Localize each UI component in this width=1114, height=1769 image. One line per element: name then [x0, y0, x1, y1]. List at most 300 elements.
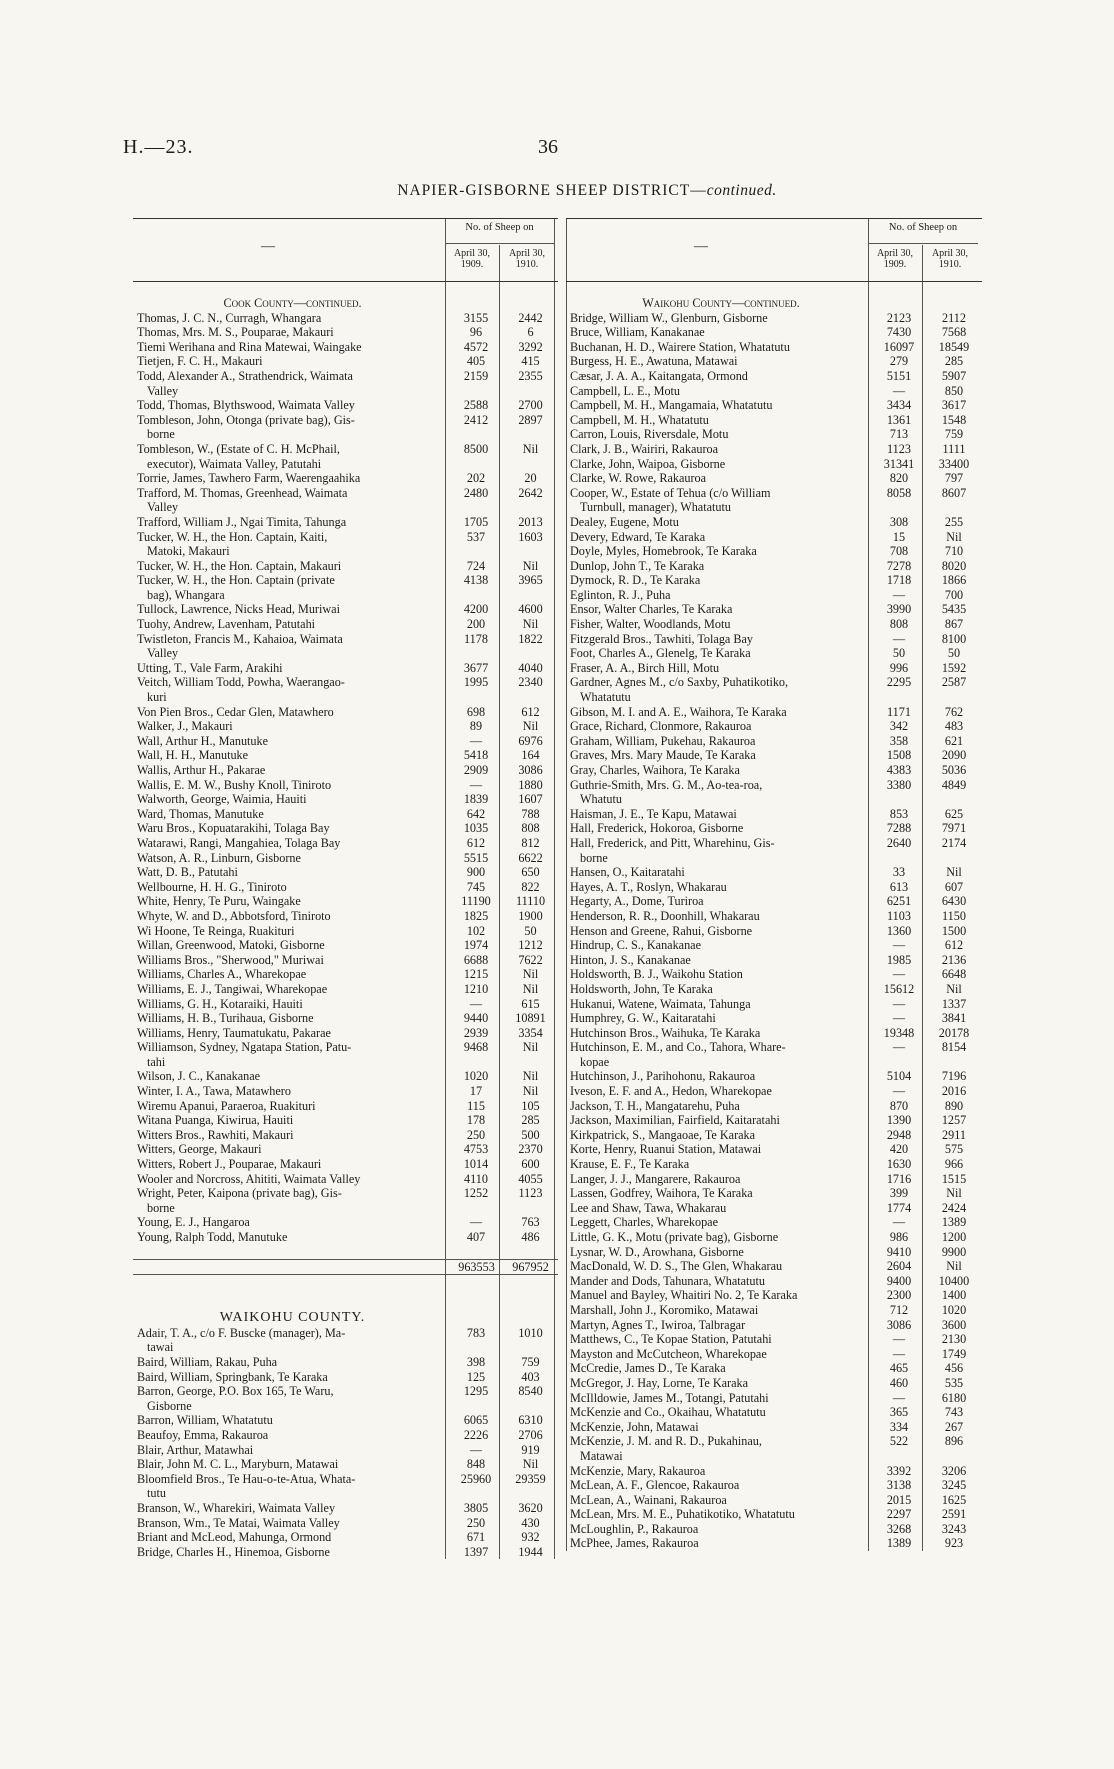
sheep-1910: 850: [944, 383, 964, 398]
table-row: [566, 384, 982, 399]
owner-name: Fitzgerald Bros., Tawhiti, Tolaga Bay: [570, 631, 753, 646]
total-1910: 967952: [512, 1259, 549, 1274]
sheep-1910: 2911: [942, 1127, 966, 1142]
table-row: [133, 924, 558, 939]
sheep-1910: 5036: [941, 763, 967, 777]
sheep-1909: [449, 1486, 503, 1501]
table-row: [133, 778, 558, 793]
sheep-1909: 1774: [886, 1200, 912, 1215]
table-row: [133, 442, 558, 457]
sheep-1910: 1592: [941, 660, 967, 675]
owner-name: Watson, A. R., Linburn, Gisborne: [137, 850, 301, 865]
owner-name: Tucker, W. H., the Hon. Captain, Makauri: [137, 558, 342, 573]
table-row: [566, 1026, 982, 1041]
sheep-1910: 743: [944, 1405, 964, 1420]
table-row: [566, 865, 982, 880]
sheep-1909: 1508: [886, 748, 912, 763]
sheep-1910: Nil: [946, 1259, 962, 1274]
sheep-1910: Nil: [946, 981, 962, 996]
sheep-1910: 1400: [941, 1288, 967, 1303]
sheep-1910: 20178: [938, 1025, 970, 1040]
table-row: [566, 1391, 982, 1406]
owner-name: Walworth, George, Waimia, Hauiti: [137, 792, 307, 807]
sheep-1909: 2909: [463, 763, 489, 777]
sheep-1910: 285: [521, 1113, 540, 1128]
table-row: [566, 1332, 982, 1347]
sheep-1909: 900: [466, 865, 486, 880]
table-row: [133, 807, 558, 822]
sheep-1910: 1010: [518, 1325, 543, 1340]
owner-name: Carron, Louis, Riversdale, Motu: [570, 427, 729, 442]
table-row: [566, 1259, 982, 1274]
table-row: [133, 500, 558, 515]
sheep-1909: [872, 500, 926, 515]
owner-name: tawai: [147, 1340, 174, 1355]
sheep-1909: 1839: [463, 792, 489, 807]
owner-name: Hutchinson, J., Parihohonu, Rakauroa: [570, 1069, 756, 1084]
table-row: [566, 471, 982, 486]
owner-name: Thomas, Mrs. M. S., Pouparae, Makauri: [137, 325, 334, 340]
sheep-1909: 9400: [886, 1273, 912, 1288]
sheep-1910: 50: [524, 923, 537, 938]
sheep-1910: 2642: [518, 485, 543, 500]
table-row: [133, 1370, 558, 1385]
sheep-1909: 8500: [463, 441, 489, 456]
table-row: [133, 457, 558, 472]
sheep-1909: 6251: [886, 894, 912, 909]
sheep-1909: 5515: [463, 850, 489, 865]
section-heading: Cook County—continued.: [223, 296, 362, 310]
sheep-1910: 483: [944, 719, 964, 734]
owner-name: Bruce, William, Kanakanae: [570, 325, 705, 340]
table-row: [133, 1069, 558, 1084]
owner-name: Haisman, J. E., Te Kapu, Matawai: [570, 806, 737, 821]
table-row: [133, 792, 558, 807]
owner-name: Matthews, C., Te Kopae Station, Patutahi: [570, 1332, 772, 1347]
table-row: [133, 1026, 558, 1041]
sheep-1909: —: [892, 1040, 906, 1055]
table-row: [133, 340, 558, 355]
sheep-1909: 19348: [883, 1025, 915, 1040]
sheep-1910: 625: [944, 806, 964, 821]
table-row: [566, 486, 982, 501]
sheep-1909: 102: [466, 923, 486, 938]
sheep-1909: 3990: [886, 602, 912, 617]
sheep-1910: 2424: [941, 1200, 967, 1215]
owner-name: Barron, George, P.O. Box 165, Te Waru,: [137, 1384, 334, 1399]
owner-name: Williams, Henry, Taumatukatu, Pakarae: [137, 1025, 331, 1040]
table-row: [133, 413, 558, 428]
report-reference: H.—23.: [123, 136, 194, 158]
owner-name: Tombleson, W., (Estate of C. H. McPhail,: [137, 441, 340, 456]
sheep-1910: 9900: [941, 1244, 967, 1259]
owner-name: Burgess, H. E., Awatuna, Matawai: [570, 354, 738, 369]
sheep-1910: 762: [944, 704, 964, 719]
owner-name: Utting, T., Vale Farm, Arakihi: [137, 660, 283, 675]
sheep-1909: 25960: [460, 1471, 492, 1486]
sheep-1909: 15: [892, 529, 906, 544]
sheep-1909: 1123: [887, 441, 911, 456]
owner-name: McLoughlin, P., Rakauroa: [570, 1521, 699, 1536]
sheep-1909: 2480: [463, 485, 489, 500]
table-row: [566, 617, 982, 632]
sheep-1909: 1718: [886, 573, 912, 588]
owner-name: Manuel and Bayley, Whaitiri No. 2, Te Karaka: [570, 1288, 798, 1303]
sheep-1910: 1212: [518, 938, 543, 953]
owner-name: Lysnar, W. D., Arowhana, Gisborne: [570, 1244, 744, 1259]
table-row: [566, 967, 982, 982]
sheep-1909: 2412: [463, 412, 489, 427]
sheep-1910: Nil: [522, 967, 539, 982]
sheep-1910: 788: [521, 806, 540, 821]
table-row: [133, 1457, 558, 1472]
sheep-1910: 3245: [941, 1478, 967, 1493]
sheep-1910: Nil: [522, 558, 539, 573]
sheep-1909: 1630: [886, 1157, 912, 1172]
table-row: [133, 427, 558, 442]
sheep-1910: Nil: [946, 1186, 962, 1201]
owner-name: Dealey, Eugene, Motu: [570, 514, 679, 529]
right-table-header: [566, 218, 982, 282]
sheep-1910: 700: [944, 587, 964, 602]
sheep-1910: 33400: [938, 456, 970, 471]
sheep-1909: [449, 1201, 503, 1216]
sheep-1909: 613: [889, 879, 909, 894]
sheep-1910: 7622: [518, 952, 543, 967]
table-row: [133, 1326, 558, 1341]
sheep-1909: —: [892, 1332, 906, 1347]
sheep-1910: Nil: [522, 1457, 539, 1472]
sheep-1910: 759: [521, 1354, 540, 1369]
table-row: [566, 602, 982, 617]
sheep-1910: 3841: [941, 1011, 967, 1026]
sheep-1909: 522: [889, 1434, 909, 1449]
owner-name: Tucker, W. H., the Hon. Captain (private: [137, 573, 335, 588]
sheep-1909: 745: [466, 879, 486, 894]
sheep-1910: [926, 1055, 982, 1070]
sheep-1910: 1257: [941, 1113, 967, 1128]
owner-name: Witana Puanga, Kiwirua, Hauiti: [137, 1113, 294, 1128]
sheep-1910: 1822: [518, 631, 543, 646]
sheep-1909: 398: [466, 1354, 486, 1369]
table-row: [566, 880, 982, 895]
owner-name: Gisborne: [147, 1398, 192, 1413]
sheep-1910: [503, 384, 558, 399]
table-row: [566, 1055, 982, 1070]
owner-name: kopae: [580, 1054, 610, 1069]
sheep-1910: Nil: [946, 865, 962, 880]
sheep-1910: 2136: [941, 952, 967, 967]
sheep-1909: 2604: [886, 1259, 912, 1274]
owner-name: Clarke, W. Rowe, Rakauroa: [570, 471, 707, 486]
owner-name: Hall, Frederick, and Pitt, Wharehinu, Gis-: [570, 835, 775, 850]
owner-name: Wilson, J. C., Kanakanae: [137, 1069, 261, 1084]
sheep-1910: 7568: [941, 325, 967, 340]
sheep-1910: 4055: [518, 1171, 543, 1186]
sheep-1909: 698: [466, 704, 486, 719]
table-row: [133, 705, 558, 720]
table-row: [133, 1128, 558, 1143]
owner-name: Buchanan, H. D., Wairere Station, Whatatutu: [570, 339, 790, 354]
sheep-1910: 3086: [518, 763, 543, 777]
owner-name: Whyte, W. and D., Abbotsford, Tiniroto: [137, 908, 331, 923]
sheep-1909: 870: [889, 1098, 909, 1113]
table-row: [566, 1449, 982, 1464]
owner-name: Holdsworth, B. J., Waikohu Station: [570, 967, 743, 982]
sheep-1910: 822: [521, 879, 540, 894]
sheep-1910: [926, 1449, 982, 1464]
sheep-1909: 986: [889, 1230, 909, 1244]
sheep-1909: 16097: [883, 339, 915, 354]
sheep-1909: 250: [466, 1127, 486, 1142]
sheep-1910: Nil: [522, 617, 539, 632]
owner-name: Branson, W., Wharekiri, Waimata Valley: [137, 1500, 336, 1515]
table-row: [566, 1420, 982, 1435]
table-row: [133, 1501, 558, 1516]
sheep-1910: 1625: [941, 1492, 967, 1507]
table-row: [133, 559, 558, 574]
sheep-1910: 285: [944, 354, 964, 369]
sheep-1910: 6180: [941, 1390, 967, 1405]
sheep-1910: 3243: [941, 1521, 967, 1536]
owner-name: Krause, E. F., Te Karaka: [570, 1157, 690, 1172]
owner-name: Mayston and McCutcheon, Wharekopae: [570, 1346, 767, 1361]
owner-name: Briant and McLeod, Mahunga, Ormond: [137, 1530, 332, 1545]
sheep-1909: 200: [466, 617, 486, 632]
sheep-1910: 812: [521, 835, 540, 850]
sheep-1910: 4849: [941, 777, 967, 792]
section-heading-waikohu: WAIKOHU COUNTY.: [219, 1311, 366, 1326]
sheep-1909: [449, 457, 503, 472]
sheep-1910: 867: [944, 617, 964, 632]
owner-name: Williamson, Sydney, Ngatapa Station, Patu-: [137, 1040, 352, 1055]
table-row: [566, 530, 982, 545]
sheep-1910: Nil: [522, 719, 539, 734]
table-row: [566, 675, 982, 690]
table-row: [566, 690, 982, 705]
owner-name: tahi: [147, 1054, 166, 1069]
sheep-1910: 1337: [941, 996, 967, 1011]
sheep-1910: 923: [944, 1536, 964, 1551]
sheep-1909: 96: [469, 325, 483, 340]
table-row: [133, 602, 558, 617]
owner-name: Fisher, Walter, Woodlands, Motu: [570, 617, 731, 632]
sheep-1909: 3677: [463, 660, 489, 675]
sheep-1909: 996: [889, 660, 909, 675]
sheep-1909: 1295: [463, 1384, 489, 1399]
sheep-1910: 2442: [518, 310, 543, 325]
sheep-1910: 3354: [518, 1025, 543, 1040]
table-row: [566, 807, 982, 822]
sheep-1910: [926, 851, 982, 866]
sheep-1909: 3805: [463, 1500, 489, 1515]
sheep-1909: 342: [889, 719, 909, 734]
owner-name: Tuohy, Andrew, Lavenham, Patutahi: [137, 617, 316, 632]
table-row: [133, 354, 558, 369]
sheep-1909: 279: [889, 354, 909, 369]
table-row: [133, 1355, 558, 1370]
sheep-1909: 7430: [886, 325, 912, 340]
table-row: [566, 1274, 982, 1289]
owner-name: Watarawi, Rangi, Mangahiea, Tolaga Bay: [137, 835, 341, 850]
sheep-1909: —: [892, 1390, 906, 1405]
sheep-1909: 3434: [886, 398, 912, 413]
sheep-1910: 1515: [941, 1171, 967, 1186]
table-row: [133, 1443, 558, 1458]
sheep-1909: 2123: [886, 310, 912, 325]
sheep-1909: 420: [889, 1142, 909, 1157]
table-row: [566, 1245, 982, 1260]
table-row: [566, 311, 982, 326]
owner-name: Baird, William, Rakau, Puha: [137, 1354, 278, 1369]
owner-name: Cæsar, J. A. A., Kaitangata, Ormond: [570, 368, 748, 383]
sheep-1910: 797: [944, 471, 964, 486]
table-row: [566, 1172, 982, 1187]
sheep-1910: 932: [521, 1530, 540, 1545]
table-row: [133, 1413, 558, 1428]
table-row: [566, 1347, 982, 1362]
sheep-1910: 6622: [518, 850, 543, 865]
sheep-1910: [926, 690, 982, 705]
left-column: [133, 218, 558, 1559]
owner-name: Watt, D. B., Patutahi: [137, 865, 238, 880]
owner-name: Witters, Robert J., Pouparae, Makauri: [137, 1157, 322, 1172]
sheep-1909: 712: [889, 1302, 909, 1317]
sheep-1909: —: [469, 996, 483, 1011]
table-row: [566, 748, 982, 763]
sheep-1909: 1252: [463, 1186, 489, 1201]
owner-name: Doyle, Myles, Homebrook, Te Karaka: [570, 544, 757, 559]
sheep-1910: 3965: [518, 573, 543, 588]
owner-name: Young, E. J., Hangaroa: [137, 1215, 250, 1230]
page-number: 36: [538, 136, 558, 158]
table-row: [133, 1384, 558, 1399]
table-row: [566, 1464, 982, 1479]
table-row: [566, 1507, 982, 1522]
owner-name: McPhee, James, Rakauroa: [570, 1536, 699, 1551]
sheep-1910: 164: [521, 748, 540, 763]
owner-name: Little, G. K., Motu (private bag), Gisborne: [570, 1230, 779, 1244]
owner-name: Henson and Greene, Rahui, Gisborne: [570, 923, 753, 938]
owner-name: Bridge, William W., Glenburn, Gisborne: [570, 310, 768, 325]
owner-name: McLean, Mrs. M. E., Puhatikotiko, Whatatutu: [570, 1507, 795, 1522]
owner-name: bag), Whangara: [147, 587, 225, 602]
owner-name: Hindrup, C. S., Kanakanae: [570, 938, 701, 953]
table-row: [566, 1478, 982, 1493]
owner-name: Hayes, A. T., Roslyn, Whakarau: [570, 879, 727, 894]
table-row: [133, 953, 558, 968]
table-row: [566, 1040, 982, 1055]
sheep-1909: [449, 384, 503, 399]
table-row: [566, 924, 982, 939]
table-row: [566, 1113, 982, 1128]
sheep-1910: 8020: [941, 558, 967, 573]
sheep-1909: 848: [466, 1457, 486, 1472]
sheep-1910: [503, 1201, 558, 1216]
table-row: [133, 573, 558, 588]
owner-name: Matoki, Makauri: [147, 544, 230, 559]
page-title-main: NAPIER-GISBORNE SHEEP DISTRICT—: [397, 182, 707, 199]
sheep-1910: [926, 500, 982, 515]
sheep-1909: [449, 1340, 503, 1355]
sheep-1910: 105: [521, 1098, 540, 1113]
table-row: [566, 588, 982, 603]
sheep-1909: 6065: [463, 1413, 489, 1428]
sheep-1909: [449, 690, 503, 705]
owner-name: Torrie, James, Tawhero Farm, Waerengaahika: [137, 471, 361, 486]
sheep-1909: 31341: [883, 456, 915, 471]
table-row: [133, 1142, 558, 1157]
sheep-1909: 2226: [463, 1427, 489, 1442]
table-row: [133, 1472, 558, 1487]
owner-name: McKenzie and Co., Okaihau, Whatatutu: [570, 1405, 766, 1420]
sheep-1909: 2297: [886, 1507, 912, 1522]
table-row: [566, 646, 982, 661]
table-row: [566, 778, 982, 793]
table-row: [566, 369, 982, 384]
sheep-1909: 1035: [463, 821, 489, 836]
table-row: [566, 544, 982, 559]
sheep-1910: 415: [521, 354, 540, 369]
sheep-1909: 820: [889, 471, 909, 486]
sheep-1909: 89: [469, 719, 483, 734]
owner-name: Waru Bros., Kopuatarakihi, Tolaga Bay: [137, 821, 330, 836]
sheep-1909: —: [892, 1084, 906, 1099]
sheep-1909: 358: [889, 733, 909, 748]
sheep-1909: 125: [466, 1369, 486, 1384]
sheep-1910: 8607: [941, 485, 967, 500]
owner-name: White, Henry, Te Puru, Waingake: [137, 894, 301, 909]
sheep-1909: 1361: [886, 412, 912, 427]
table-row: [133, 588, 558, 603]
sheep-1909: 9440: [463, 1011, 489, 1026]
owner-name: Blair, John M. C. L., Maryburn, Matawai: [137, 1457, 339, 1472]
sheep-1910: 2130: [941, 1332, 967, 1347]
sheep-1910: [503, 544, 558, 559]
table-row: [133, 325, 558, 340]
sheep-1909: 2948: [886, 1127, 912, 1142]
sheep-1910: 6648: [941, 967, 967, 982]
table-row: [133, 982, 558, 997]
table-row: [566, 997, 982, 1012]
sheep-1910: 8100: [941, 631, 967, 646]
table-row: [133, 894, 558, 909]
table-row: [566, 851, 982, 866]
sheep-1909: [449, 544, 503, 559]
table-row: [133, 748, 558, 763]
sheep-1909: 15612: [883, 981, 915, 996]
sheep-1910: 1749: [941, 1346, 967, 1361]
owner-name: kuri: [147, 690, 167, 705]
sheep-1909: [872, 1449, 926, 1464]
sheep-1910: 2370: [518, 1142, 543, 1157]
sheep-1910: 1200: [941, 1230, 967, 1244]
sheep-1909: 3086: [886, 1317, 912, 1332]
sheep-1910: [503, 588, 558, 603]
sheep-1909: 4138: [463, 573, 489, 588]
sheep-1909: 178: [466, 1113, 486, 1128]
table-row: [566, 457, 982, 472]
sheep-1910: 759: [944, 427, 964, 442]
table-row: [133, 384, 558, 399]
table-row: [566, 821, 982, 836]
sheep-1909: 460: [889, 1375, 909, 1390]
owner-name: Jackson, Maximilian, Fairfield, Kaitaratahi: [570, 1113, 780, 1128]
sheep-1910: 1111: [942, 441, 966, 456]
table-row: [133, 1215, 558, 1230]
right-table-body: [566, 282, 982, 1551]
table-row: [133, 1055, 558, 1070]
